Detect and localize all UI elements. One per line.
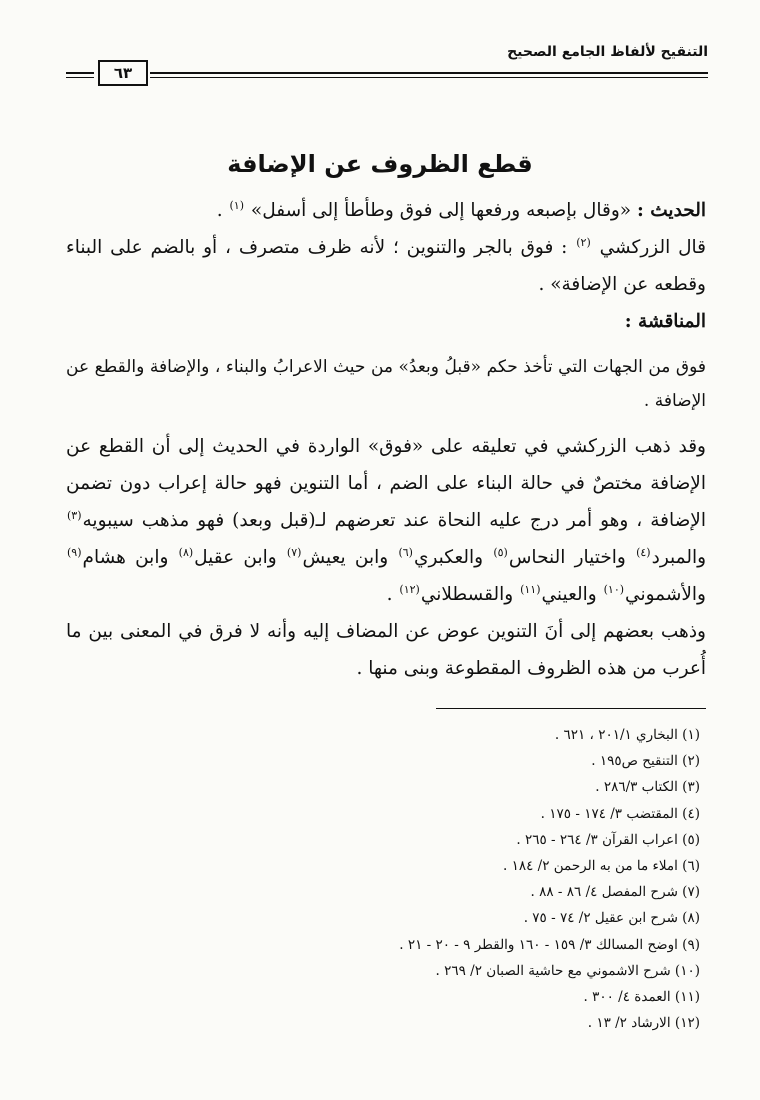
footnote-item: (٨) شرح ابن عقيل ٢/ ٧٤ - ٧٥ . [523, 910, 700, 927]
grammarian-name: وابن هشام [82, 547, 169, 568]
grammarian-name: والعيني [541, 584, 597, 605]
grammarian-name: وابن يعيش [302, 547, 389, 568]
zarkashi-text-b: : فوق بالجر والتنوين ؛ لأنه ظرف متصرف ، أو بالضم على البناء وقطعه عن الإضافة» . [66, 237, 706, 295]
analysis-text: وقد ذهب الزركشي في تعليقه على «فوق» الواردة في الحديث إلى أن القطع عن الإضافة مختصٌ في حالة البناء على الضم ، أما التنوين فهو حالة إعراب دون تضمن الإضافة ، وهو أمر درج عليه النحاة عند تعرضهم لـ(قبل وبعد) فهو مذهب سيبويه [66, 436, 706, 531]
hadith-label: الحديث : [636, 200, 706, 221]
grammarian-name: واختيار النحاس [508, 547, 626, 568]
footnote-item: (٩) اوضح المسالك ٣/ ١٥٩ - ١٦٠ والقطر ٩ - ٢٠ - ٢١ . [399, 936, 700, 953]
footnote-item: (١٠) شرح الاشموني مع حاشية الصبان ٢/ ٢٦٩ . [435, 962, 700, 979]
body-text [66, 192, 706, 687]
footnote-item: (١) البخاري ٢٠١/١ ، ٦٢١ . [554, 727, 700, 743]
footnote-divider [436, 708, 706, 709]
footnote-ref: (١١) [520, 582, 541, 596]
footnote-ref: (٤) [636, 545, 651, 559]
footnote-item: (٦) املاء ما من به الرحمن ٢/ ١٨٤ . [502, 858, 700, 875]
closing-paragraph: وذهب بعضهم إلى أنَ التنوين عوض عن المضاف إليه وأنه لا فرق في المعنى بين ما أُعرب من هذه الظروف المقطوعة وبنى منها . [66, 621, 706, 679]
footnote-ref: (١٢) [399, 582, 420, 596]
footnote-ref: (٦) [398, 545, 413, 559]
grammarian-name: والعكبري [413, 547, 484, 568]
footnote-ref: (٩) [67, 545, 82, 559]
footnote-item: (٤) المقتضب ٣/ ١٧٤ - ١٧٥ . [540, 805, 700, 822]
section-title: قطع الظروف عن الإضافة [227, 150, 533, 178]
footnote-item: (٥) اعراب القرآن ٣/ ٢٦٤ - ٢٦٥ . [516, 831, 700, 848]
discussion-label: المناقشة : [624, 311, 706, 332]
grammarian-name: والأشموني [625, 584, 706, 605]
footnote-item: (١٢) الارشاد ٢/ ١٣ . [587, 1015, 700, 1032]
discussion-paragraph: فوق من الجهات التي تأخذ حكم «قبلُ وبعدُ» من حيث الاعرابُ والبناء ، والإضافة والقطع عن الإضافة . [66, 357, 706, 411]
zarkashi-paragraph [66, 229, 706, 303]
footnote-ref: (١٠) [603, 582, 625, 596]
header-rule-end [66, 72, 94, 78]
zarkashi-text-a: قال الزركشي [599, 237, 706, 258]
analysis-paragraph: وقد ذهب الزركشي في تعليقه على «فوق» الواردة في الحديث إلى أن القطع عن الإضافة مختصٌ في حالة البناء على الضم ، أما التنوين فهو حالة إعراب دون تضمن الإضافة ، وهو أمر درج عليه النحاة عند تعرضهم لـ(قبل وبعد) فهو مذهب سيبويه$^{(٣)}$ والمبرد$^{(٤)}$ واختيار النحاس$^{(٥)}$ والعكبري$^{(٦)}$ وابن يعيش$^{(٧)}$ وابن عقيل$^{(٨)}$ وابن هشام$^{(٩)}$ والأشموني$^{(١٠)}$ والعيني$^{(١١)}$ والقسطلاني$^{(١٢)}$ . [66, 436, 707, 605]
footnote-item: (٣) الكتاب ٢٨٦/٣ . [595, 779, 700, 796]
grammarian-name: والمبرد [651, 547, 707, 568]
footnote-item: (٢) التنقيح ص١٩٥ . [591, 753, 700, 770]
footnote-item: (١١) العمدة ٤/ ٣٠٠ . [583, 989, 700, 1006]
hadith-quote: «وقال بإصبعه ورفعها إلى فوق وطأطأ إلى أسفل» [250, 200, 632, 221]
footnote-item: (٧) شرح المفصل ٤/ ٨٦ - ٨٨ . [530, 884, 700, 901]
hadith-paragraph: الحديث : «وقال بإصبعه ورفعها إلى فوق وطأطأ إلى أسفل» $^{(١)}$ . [216, 198, 706, 221]
page-number: ٦٣ [98, 60, 148, 86]
footnotes-list [60, 722, 700, 1036]
footnote-ref: (٨) [178, 545, 194, 559]
grammarian-name: وابن عقيل [194, 547, 277, 568]
grammarian-name: والقسطلاني [420, 584, 514, 605]
running-title: التنقيح لألفاظ الجامع الصحيح [507, 44, 708, 60]
footnote-ref: (٢) [576, 235, 591, 249]
footnote-ref: (٥) [493, 545, 508, 559]
footnote-ref: (٣) [67, 508, 82, 522]
footnote-ref: (١) [229, 198, 244, 212]
footnote-ref: (٧) [286, 545, 302, 559]
header-rule [150, 72, 708, 78]
